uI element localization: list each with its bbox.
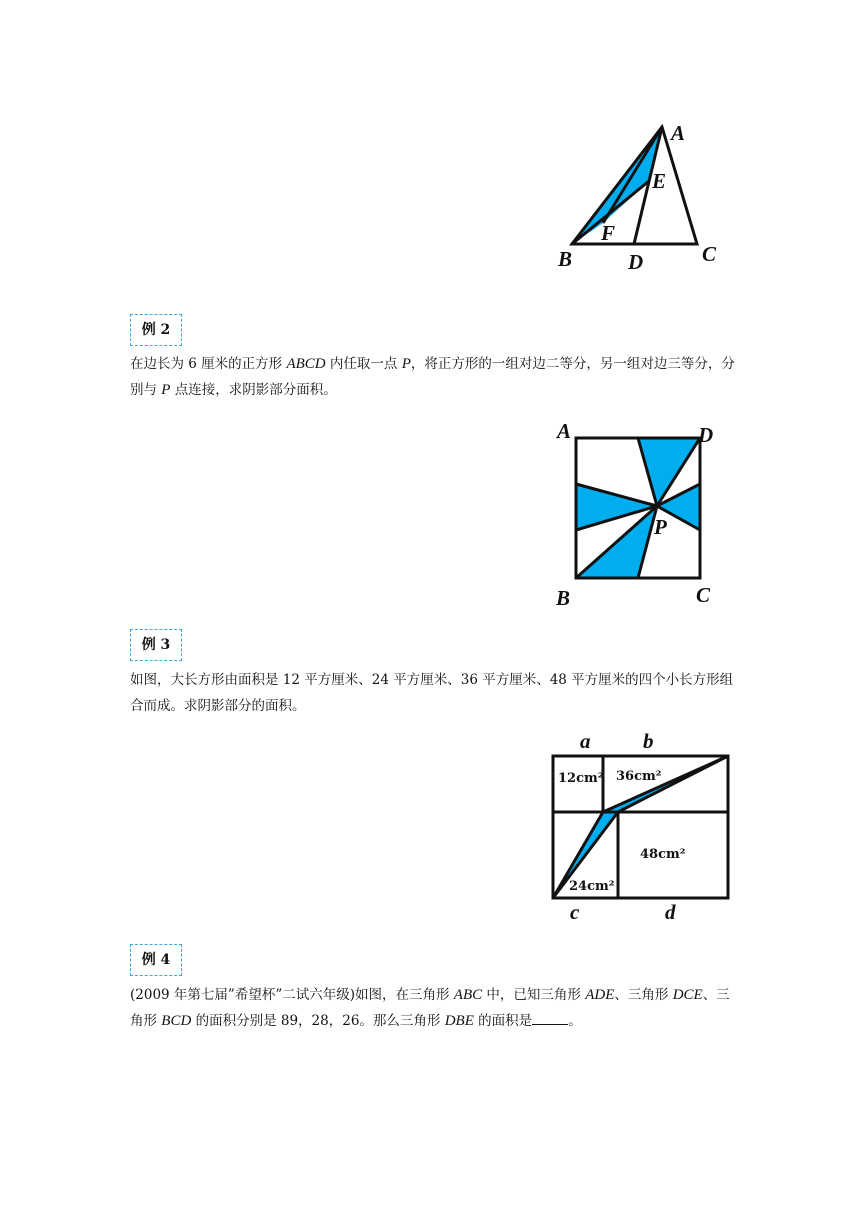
label-C: C <box>696 583 711 607</box>
area-12: 12cm² <box>558 771 604 786</box>
example-4-text: (2009 年第七届”希望杯”二试六年级)如图，在三角形 ABC 中，已知三角形 ADE、三角形 DCE、三角形 BCD 的面积分别是 89，28，26。那么三角形 DBE 的面积是 。 <box>130 987 730 1029</box>
example-tag-2: 例 2 <box>130 314 182 346</box>
label-A: A <box>557 419 572 443</box>
example-tag-3: 例 3 <box>130 629 182 661</box>
label-F: F <box>601 221 616 245</box>
area-36: 36cm² <box>616 769 662 784</box>
label-d: d <box>665 900 676 924</box>
label-A: A <box>671 121 686 145</box>
answer-blank[interactable] <box>532 1010 568 1025</box>
example-tag-4: 例 4 <box>130 944 182 976</box>
label-B: B <box>556 586 571 610</box>
square-figure <box>550 418 730 613</box>
example-3-text: 如图，大长方形由面积是 12 平方厘米、24 平方厘米、36 平方厘米、48 平方厘米的四个小长方形组合而成。求阴影部分的面积。 <box>130 672 734 714</box>
area-24: 24cm² <box>569 879 615 894</box>
label-c: c <box>570 900 580 924</box>
label-B: B <box>558 247 573 271</box>
label-P: P <box>654 515 667 539</box>
rectangle-figure <box>540 726 740 926</box>
label-E: E <box>652 169 667 193</box>
label-a: a <box>580 729 591 753</box>
area-48: 48cm² <box>640 847 686 862</box>
label-D: D <box>628 250 644 274</box>
example-2-text: 在边长为 6 厘米的正方形 ABCD 内任取一点 P，将正方形的一组对边二等分，另一组对边三等分，分别与 P 点连接，求阴影部分面积。 <box>130 356 735 398</box>
label-b: b <box>643 729 654 753</box>
label-D: D <box>698 423 714 447</box>
label-C: C <box>702 242 717 266</box>
triangle-figure <box>550 120 730 280</box>
